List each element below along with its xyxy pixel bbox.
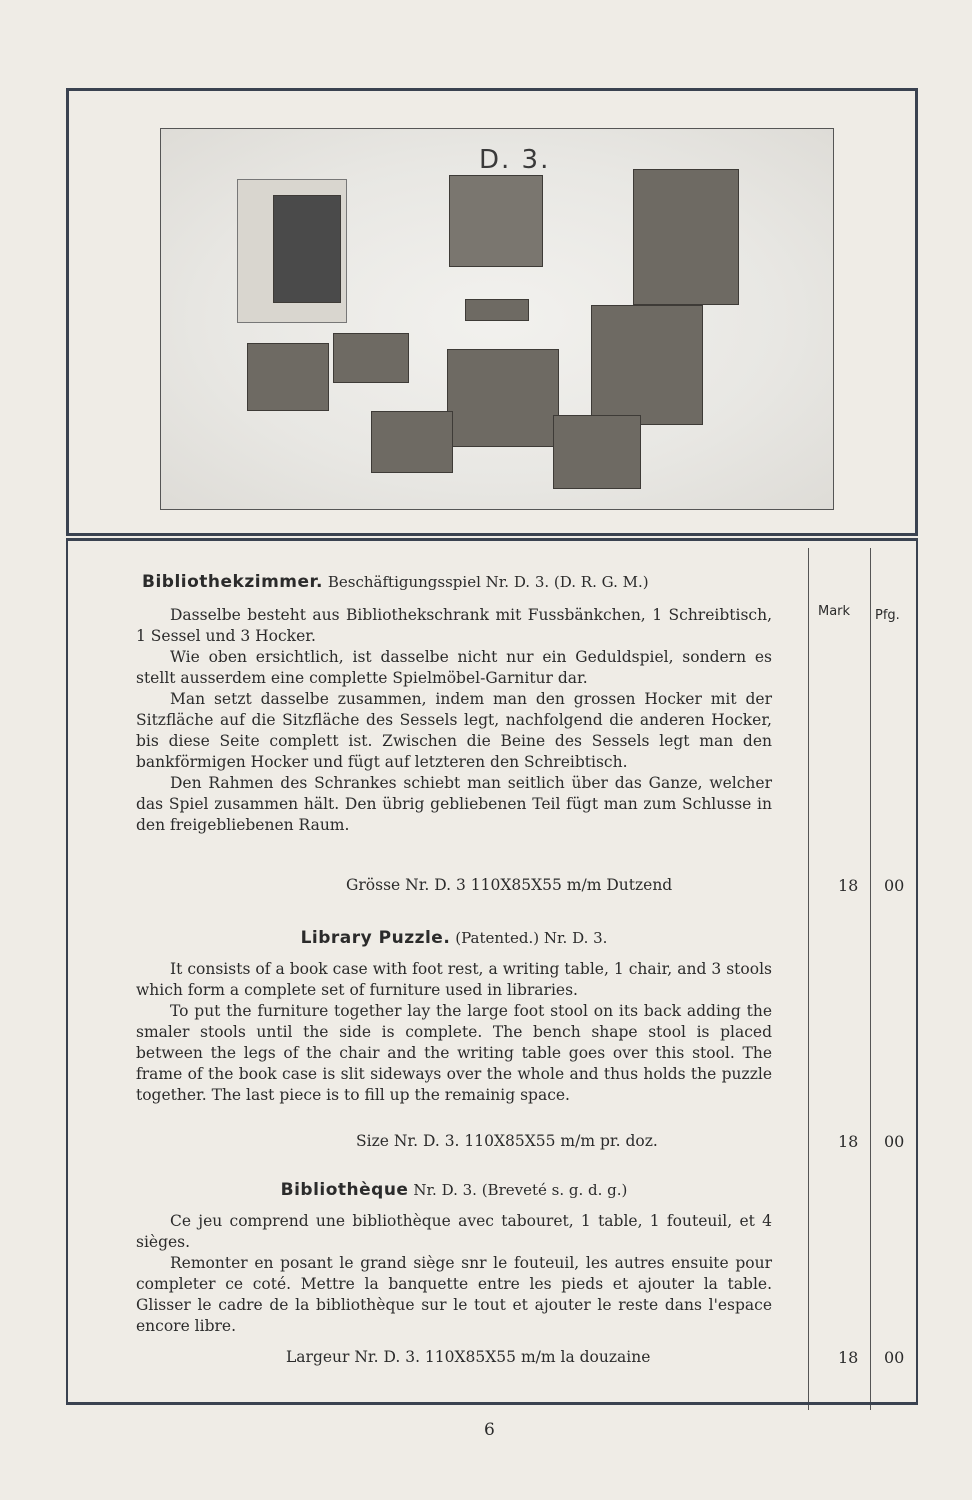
french-size: Largeur Nr. D. 3. 110X85X55 m/m la douzaine: [286, 1348, 651, 1366]
german-pfg: 00: [884, 876, 905, 895]
english-pfg: 00: [884, 1132, 905, 1151]
english-paragraph-1: It consists of a book case with foot rest, a writing table, 1 chair, and 3 stools which form a complete set of furniture used in libraries.: [136, 960, 772, 999]
german-paragraph-2: Wie oben ersichtlich, ist dasselbe nicht nur ein Geduldspiel, sondern es stellt ausserdem eine complette Spielmöbel-Garnitur dar.: [136, 648, 772, 687]
german-paragraph-4: Den Rahmen des Schrankes schiebt man seitlich über das Ganze, welcher das Spiel zusammen hält. Den übrig gebliebenen Teil fügt man zum Schlusse in den freigebliebenen Raum.: [136, 774, 772, 834]
german-section: [136, 572, 772, 836]
product-photo: [160, 128, 834, 510]
pfg-column-line: [870, 548, 871, 1410]
french-pfg: 00: [884, 1348, 905, 1367]
mark-column-header: Mark: [818, 604, 851, 619]
stool-image-2: [333, 333, 409, 383]
german-paragraph-3: Man setzt dasselbe zusammen, indem man den grossen Hocker mit der Sitzfläche auf die Sitzfläche des Sessels legt, nachfolgend die anderen Hocker, bis diese Seite complett ist. Zwischen die Beine des Sessels legt man den bankförmigen Hocker und fügt auf letzteren den Schreibtisch.: [136, 690, 772, 771]
stool-image-3: [371, 411, 453, 473]
english-subtitle: (Patented.) Nr. D. 3.: [455, 929, 608, 947]
english-size: Size Nr. D. 3. 110X85X55 m/m pr. doz.: [356, 1132, 658, 1150]
stool-image-4: [553, 415, 641, 489]
writing-table-image: [449, 175, 543, 267]
bookcase-image: [633, 169, 739, 305]
german-title: Bibliothekzimmer.: [142, 572, 323, 592]
english-mark: 18: [838, 1132, 859, 1151]
french-title: Bibliothèque: [280, 1180, 409, 1200]
german-mark: 18: [838, 876, 859, 895]
german-subtitle: Beschäftigungsspiel Nr. D. 3. (D. R. G. M.): [327, 573, 649, 591]
bench-image: [465, 299, 529, 321]
german-paragraph-1: Dasselbe besteht aus Bibliothekschrank mit Fussbänkchen, 1 Schreibtisch, 1 Sessel und 3 Hocker.: [136, 606, 772, 645]
french-paragraph-2: Remonter en posant le grand siège snr le fouteuil, les autres ensuite pour completer ce coté. Mettre la banquette entre les pieds et ajouter la table. Glisser le cadre de la bibliothèque sur le tout et ajouter le reste dans l'espace encore libre.: [136, 1254, 772, 1335]
english-section: [136, 928, 772, 1106]
french-mark: 18: [838, 1348, 859, 1367]
large-stool-image: [447, 349, 559, 447]
page-bottom-rule: [66, 1402, 918, 1405]
photo-label: D. 3.: [479, 145, 551, 175]
page-number: 6: [484, 1420, 495, 1440]
stool-image-1: [247, 343, 329, 411]
french-subtitle: Nr. D. 3. (Breveté s. g. d. g.): [413, 1181, 628, 1199]
left-border: [66, 540, 68, 1402]
chair-image: [591, 305, 703, 425]
german-size: Grösse Nr. D. 3 110X85X55 m/m Dutzend: [346, 876, 673, 894]
french-section: [136, 1180, 772, 1337]
english-title: Library Puzzle.: [300, 928, 451, 948]
right-border: [916, 540, 918, 1402]
french-paragraph-1: Ce jeu comprend une bibliothèque avec tabouret, 1 table, 1 fouteuil, et 4 sièges.: [136, 1212, 772, 1251]
pfg-column-header: Pfg.: [875, 608, 900, 623]
section-top-rule: [66, 538, 918, 541]
english-paragraph-2: To put the furniture together lay the large foot stool on its back adding the smaler stools until the side is complete. The bench shape stool is placed between the legs of the chair and the writing table goes over this stool. The frame of the book case is slit sideways over the whole and thus holds the puzzle together. The last piece is to fill up the remainig space.: [136, 1002, 772, 1104]
mark-column-line: [808, 548, 809, 1410]
box-label-image: [273, 195, 341, 303]
